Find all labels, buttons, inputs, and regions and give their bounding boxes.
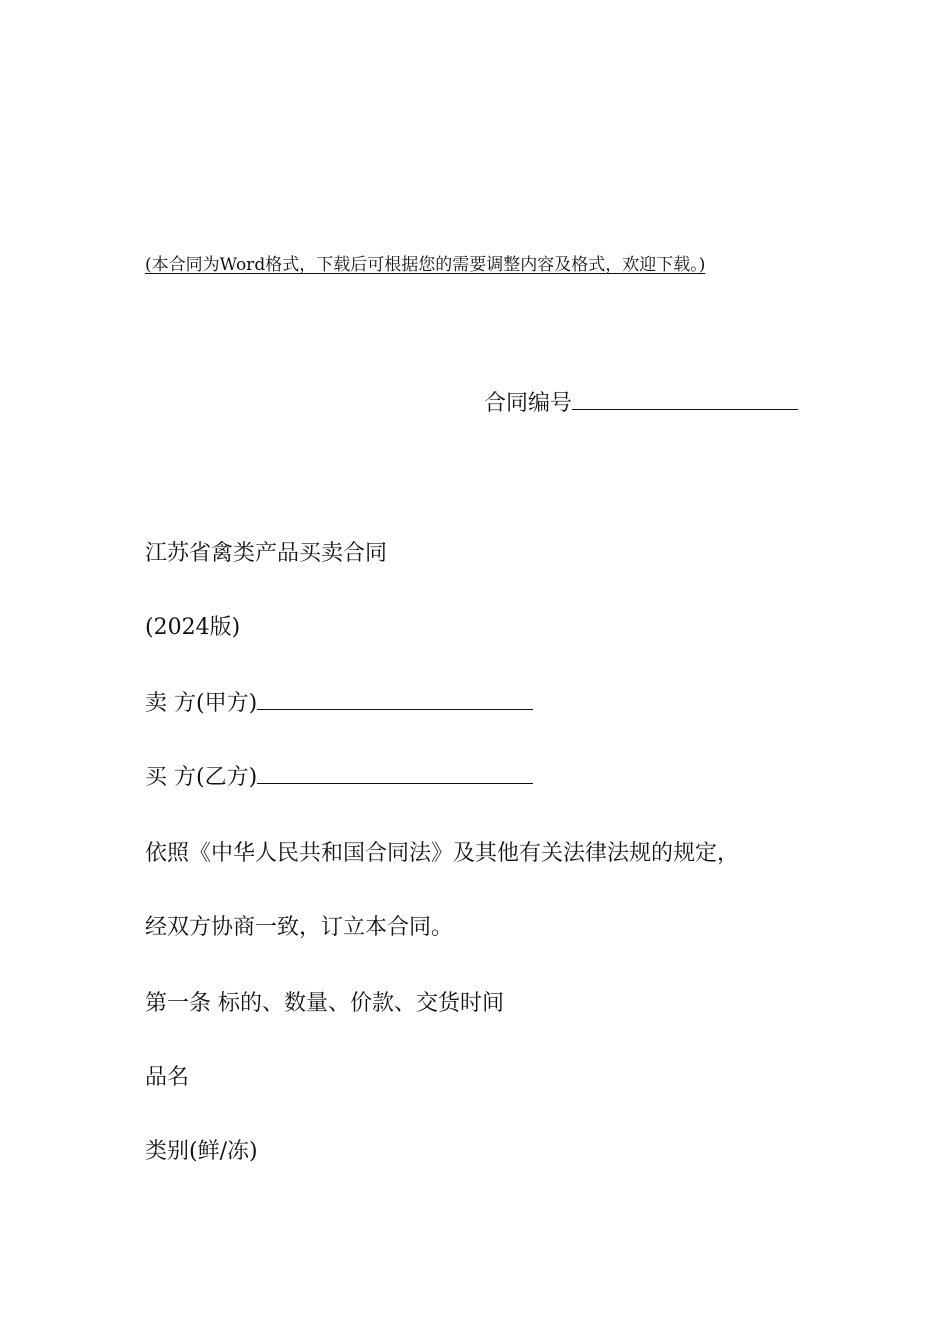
format-notice: (本合同为Word格式，下载后可根据您的需要调整内容及格式，欢迎下载。)	[145, 255, 706, 275]
document-version: (2024版)	[145, 615, 241, 640]
seller-field	[145, 686, 533, 717]
buyer-field	[145, 760, 533, 791]
document-title: 江苏省禽类产品买卖合同	[145, 541, 388, 566]
contract-number-field	[484, 386, 798, 417]
product-name-field: 品名	[145, 1065, 190, 1090]
category-field: 类别(鲜/冻)	[145, 1139, 258, 1164]
buyer-label: 买 方(乙方)	[145, 765, 258, 791]
contract-number-label: 合同编号	[484, 391, 573, 417]
contract-number-blank	[572, 386, 798, 410]
article-1-heading: 第一条 标的、数量、价款、交货时间	[145, 991, 504, 1016]
seller-blank	[257, 686, 533, 710]
preamble-line-2: 经双方协商一致，订立本合同。	[145, 915, 454, 940]
seller-label: 卖 方(甲方)	[145, 691, 258, 717]
preamble-line-1: 依照《中华人民共和国合同法》及其他有关法律法规的规定，	[145, 841, 740, 866]
buyer-blank	[257, 760, 533, 784]
